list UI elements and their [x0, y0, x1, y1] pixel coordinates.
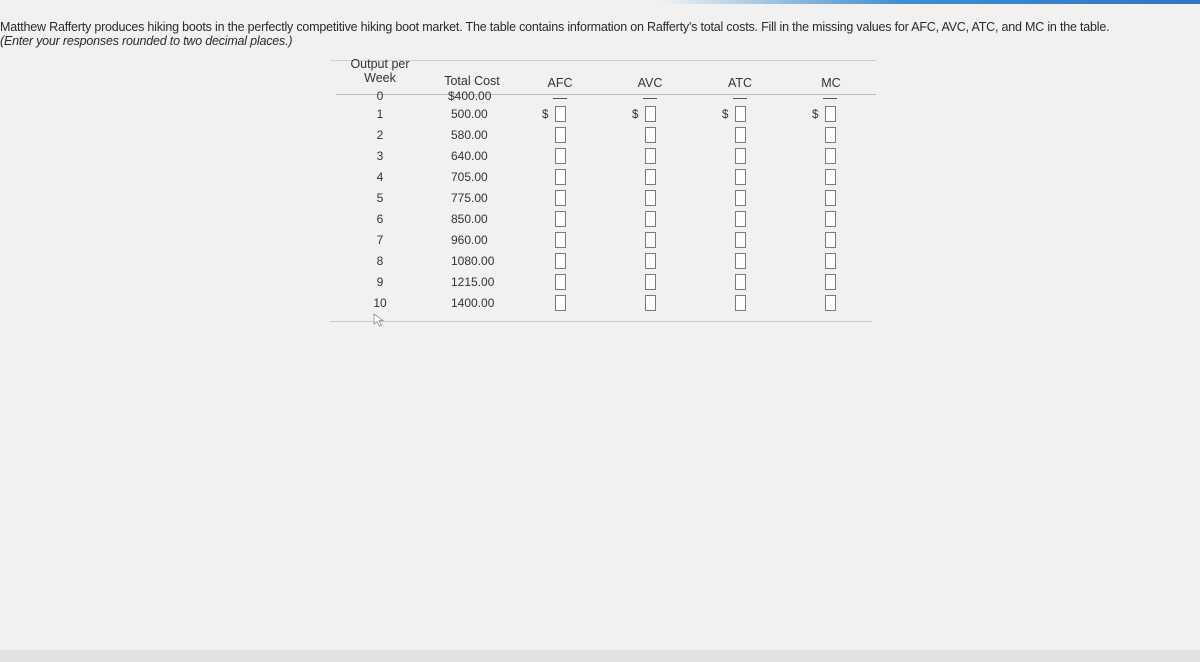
avc-input-row-5[interactable] [645, 190, 656, 206]
mc-input-row-8[interactable] [825, 253, 836, 269]
avc-input-row-1[interactable] [645, 106, 656, 122]
mc-input-row-7[interactable] [825, 232, 836, 248]
total-cost-value: 640.00 [451, 149, 488, 163]
avc-input-row-6[interactable] [645, 211, 656, 227]
output-value: 1 [376, 107, 384, 121]
total-cost-value: $400.00 [448, 89, 492, 103]
atc-input-row-10[interactable] [735, 295, 746, 311]
mc-input-row-2[interactable] [825, 127, 836, 143]
atc-input-row-4[interactable] [735, 169, 746, 185]
afc-currency-symbol: $ [542, 109, 549, 121]
afc-input-row-5[interactable] [555, 190, 566, 206]
afc-input-row-7[interactable] [555, 232, 566, 248]
atc-input-row-2[interactable] [735, 127, 746, 143]
bottom-bar [0, 650, 1200, 662]
output-value: 6 [376, 212, 384, 226]
avc-input-row-4[interactable] [645, 169, 656, 185]
instruction-text: (Enter your responses rounded to two decimal places.) [0, 34, 293, 48]
cost-table [330, 54, 876, 326]
header-avc: AVC [637, 76, 663, 90]
atc-input-row-1[interactable] [735, 106, 746, 122]
mouse-pointer-icon [373, 313, 385, 327]
total-cost-value: 1215.00 [451, 275, 495, 289]
total-cost-value: 580.00 [451, 128, 488, 142]
mc-not-applicable-dash [823, 98, 837, 99]
output-value: 10 [373, 296, 387, 310]
afc-not-applicable-dash [553, 98, 567, 99]
afc-input-row-2[interactable] [555, 127, 566, 143]
header-atc: ATC [727, 76, 753, 90]
afc-input-row-8[interactable] [555, 253, 566, 269]
total-cost-value: 775.00 [451, 191, 488, 205]
total-cost-value: 500.00 [451, 107, 488, 121]
mc-input-row-6[interactable] [825, 211, 836, 227]
avc-input-row-10[interactable] [645, 295, 656, 311]
output-value: 0 [376, 89, 384, 103]
header-output-per-week: Output per Week [350, 57, 410, 85]
atc-currency-symbol: $ [722, 109, 729, 121]
output-value: 7 [376, 233, 384, 247]
atc-input-row-3[interactable] [735, 148, 746, 164]
output-value: 4 [376, 170, 384, 184]
output-value: 8 [376, 254, 384, 268]
mc-input-row-3[interactable] [825, 148, 836, 164]
afc-input-row-3[interactable] [555, 148, 566, 164]
mc-input-row-5[interactable] [825, 190, 836, 206]
total-cost-value: 705.00 [451, 170, 488, 184]
afc-input-row-4[interactable] [555, 169, 566, 185]
top-accent-bar [0, 0, 1200, 4]
avc-not-applicable-dash [643, 98, 657, 99]
atc-input-row-8[interactable] [735, 253, 746, 269]
atc-not-applicable-dash [733, 98, 747, 99]
avc-input-row-7[interactable] [645, 232, 656, 248]
header-total-cost: Total Cost [444, 74, 500, 88]
total-cost-value: 1080.00 [451, 254, 495, 268]
avc-input-row-9[interactable] [645, 274, 656, 290]
output-value: 2 [376, 128, 384, 142]
question-text: Matthew Rafferty produces hiking boots in the perfectly competitive hiking boot market. The table contains information on Rafferty's total costs. Fill in the missing values for AFC, AVC, ATC, and MC in the table. [0, 20, 1110, 34]
mc-input-row-1[interactable] [825, 106, 836, 122]
atc-input-row-7[interactable] [735, 232, 746, 248]
output-value: 9 [376, 275, 384, 289]
total-cost-value: 1400.00 [451, 296, 495, 310]
header-mc: MC [821, 76, 841, 90]
afc-input-row-9[interactable] [555, 274, 566, 290]
afc-input-row-1[interactable] [555, 106, 566, 122]
mc-input-row-9[interactable] [825, 274, 836, 290]
mc-currency-symbol: $ [812, 109, 819, 121]
output-value: 3 [376, 149, 384, 163]
mc-input-row-4[interactable] [825, 169, 836, 185]
atc-input-row-5[interactable] [735, 190, 746, 206]
afc-input-row-10[interactable] [555, 295, 566, 311]
avc-input-row-3[interactable] [645, 148, 656, 164]
mc-input-row-10[interactable] [825, 295, 836, 311]
afc-input-row-6[interactable] [555, 211, 566, 227]
total-cost-value: 960.00 [451, 233, 488, 247]
avc-input-row-2[interactable] [645, 127, 656, 143]
header-afc: AFC [547, 76, 573, 90]
total-cost-value: 850.00 [451, 212, 488, 226]
atc-input-row-6[interactable] [735, 211, 746, 227]
atc-input-row-9[interactable] [735, 274, 746, 290]
avc-input-row-8[interactable] [645, 253, 656, 269]
avc-currency-symbol: $ [632, 109, 639, 121]
output-value: 5 [376, 191, 384, 205]
table-bottom-rule [330, 321, 872, 322]
table-header-rule [336, 94, 876, 95]
